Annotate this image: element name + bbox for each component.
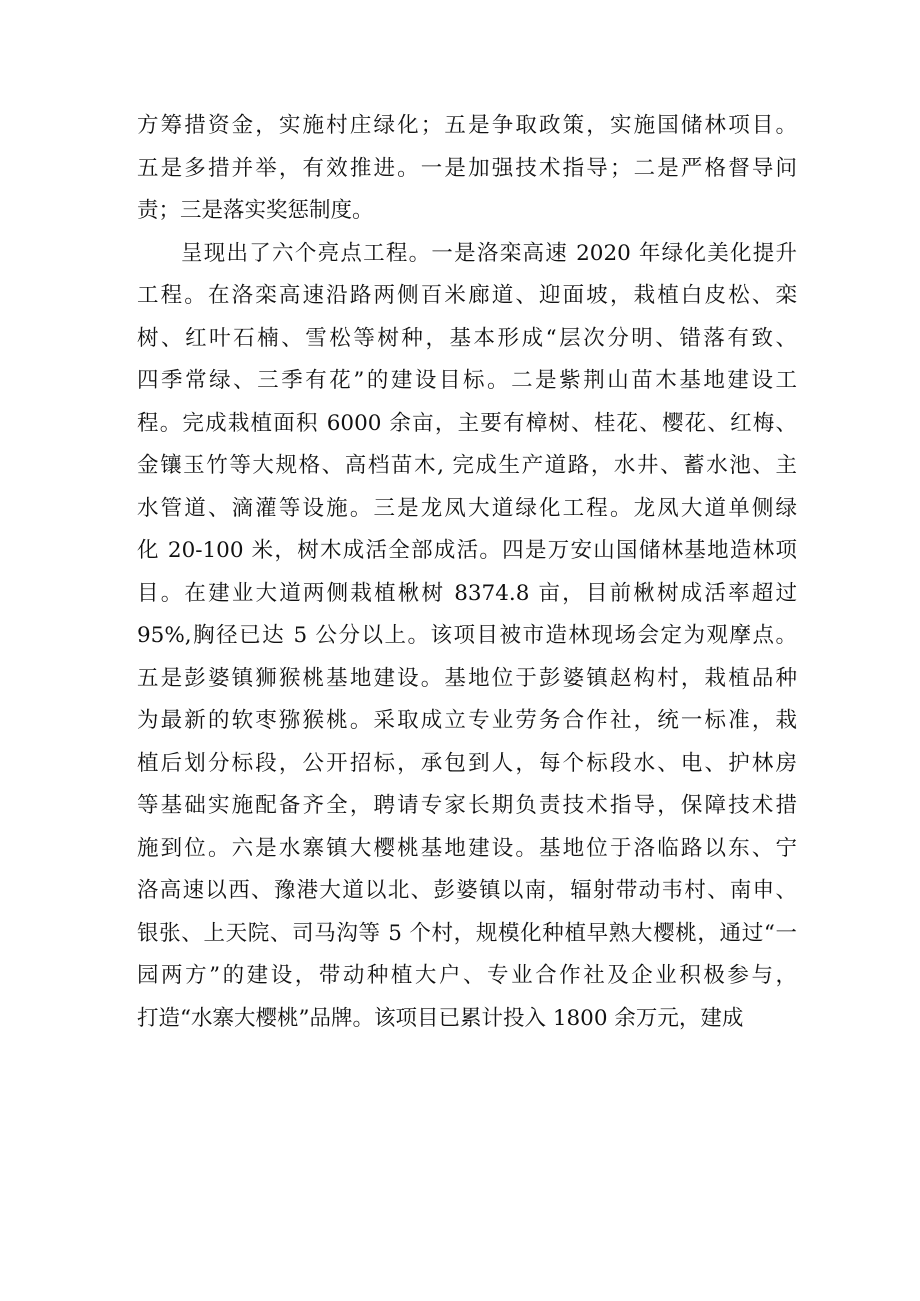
paragraph-2-line-11: 五是彭婆镇狮猴桃基地建设。基地位于彭婆镇赵构村，栽植品种: [137, 665, 797, 691]
paragraph-2-line-17: 银张、上天院、司马沟等 5 个村，规模化种植早熟大樱桃，通过“一: [137, 920, 797, 946]
paragraph-2-line-8: 化 20-100 米，树木成活全部成活。四是万安山国储林基地造林项: [137, 538, 797, 563]
paragraph-2-line-16: 洛高速以西、豫港大道以北、彭婆镇以南，辐射带动韦村、南申、: [137, 878, 797, 903]
paragraph-1-line-1: 方筹措资金，实施村庄绿化；五是争取政策，实施国储林项目。: [137, 113, 797, 138]
paragraph-1-line-3: 责；三是落实奖惩制度。: [137, 198, 374, 223]
paragraph-2-line-6: 金镶玉竹等大规格、高档苗木, 完成生产道路，水井、蓄水池、主: [137, 453, 797, 478]
paragraph-2-line-7: 水管道、滴灌等设施。三是龙凤大道绿化工程。龙凤大道单侧绿: [137, 495, 797, 521]
paragraph-1-line-2: 五是多措并举，有效推进。一是加强技术指导；二是严格督导问: [137, 155, 797, 181]
paragraph-2-line-12: 为最新的软枣猕猴桃。采取成立专业劳务合作社，统一标准，栽: [137, 708, 797, 733]
paragraph-2-line-19: 打造“水寨大樱桃”品牌。该项目已累计投入 1800 余万元，建成: [137, 1005, 744, 1031]
document-body: [137, 105, 797, 1040]
paragraph-2-line-14: 等基础实施配备齐全，聘请专家长期负责技术指导，保障技术措: [137, 793, 797, 818]
paragraph-2-line-10: 95%,胸径已达 5 公分以上。该项目被市造林现场会定为观摩点。: [137, 623, 797, 648]
paragraph-2-line-9: 目。在建业大道两侧栽植楸树 8374.8 亩，目前楸树成活率超过: [137, 580, 797, 606]
paragraph-2-line-3: 树、红叶石楠、雪松等树种，基本形成“层次分明、错落有致、: [137, 325, 797, 351]
paragraph-2-line-13: 植后划分标段，公开招标，承包到人，每个标段水、电、护林房: [137, 750, 797, 776]
paragraph-2-line-4: 四季常绿、三季有花”的建设目标。二是紫荆山苗木基地建设工: [137, 368, 797, 393]
paragraph-2-line-5: 程。完成栽植面积 6000 余亩，主要有樟树、桂花、樱花、红梅、: [137, 410, 797, 436]
paragraph-2-line-18: 园两方”的建设，带动种植大户、专业合作社及企业积极参与，: [137, 963, 797, 988]
paragraph-2-line-15: 施到位。六是水寨镇大樱桃基地建设。基地位于洛临路以东、宁: [137, 835, 797, 861]
paragraph-2-line-1: 呈现出了六个亮点工程。一是洛栾高速 2020 年绿化美化提升: [181, 240, 797, 266]
paragraph-2-line-2: 工程。在洛栾高速沿路两侧百米廊道、迎面坡，栽植白皮松、栾: [137, 283, 797, 308]
